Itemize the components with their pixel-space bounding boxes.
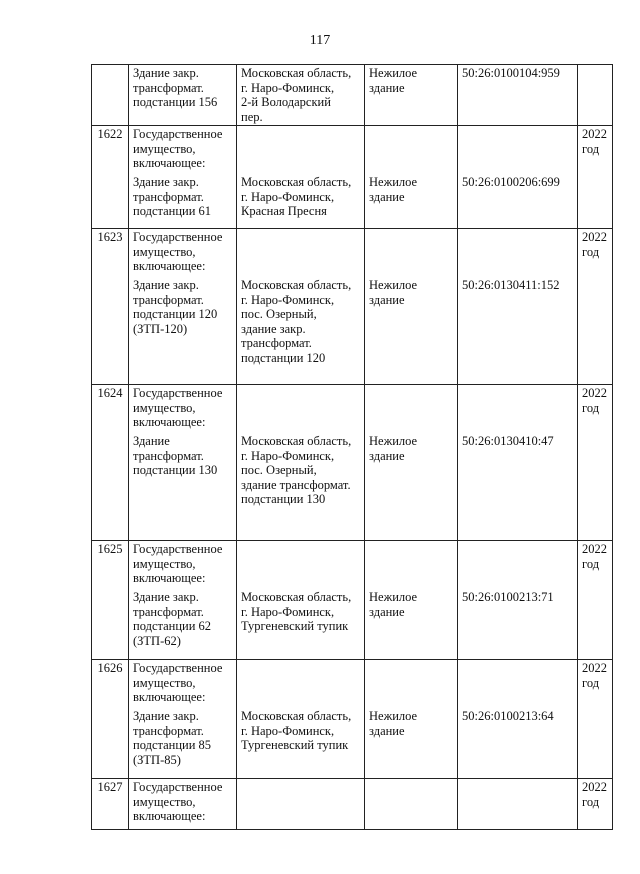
object-name-line: подстанции 62 [133, 619, 212, 633]
cell-name [129, 126, 237, 229]
cell-cadastral [458, 229, 578, 385]
group-label-line: имущество, [133, 794, 196, 809]
row-number: 1625 [92, 541, 129, 660]
address-line: подстанции 120 [241, 350, 326, 365]
spacer [462, 780, 573, 824]
year-line: 2022 [582, 230, 607, 244]
year-line: 2022 [582, 661, 607, 675]
cell-address [237, 65, 365, 126]
year-line: год [582, 141, 600, 156]
object-address [241, 709, 360, 777]
cell-name [129, 385, 237, 541]
table-row [92, 229, 613, 385]
spacer [241, 230, 360, 274]
address-line: Московская область, [241, 434, 352, 448]
spacer [241, 661, 360, 705]
object-name-line: трансформат. [133, 80, 204, 95]
address-line: Красная Пресня [241, 204, 327, 218]
address-line: г. Наро-Фоминск, [241, 80, 335, 95]
object-address [241, 278, 360, 383]
cadastral-number: 50:26:0100104:959 [462, 66, 560, 80]
cadastral-number: 50:26:0130410:47 [462, 434, 554, 448]
address-line: пос. Озерный, [241, 307, 317, 321]
group-label-line: имущество, [133, 400, 196, 415]
address-line: трансформат. [241, 336, 312, 350]
group-label [133, 230, 232, 274]
spacer [369, 127, 453, 171]
object-name-line: Здание закр. [133, 590, 199, 604]
object-name-line: Здание закр. [133, 278, 199, 292]
cell-name [129, 229, 237, 385]
object-name [133, 66, 232, 124]
type-line: Нежилое [369, 175, 418, 189]
type-line: здание [369, 604, 405, 619]
row-number: 1626 [92, 660, 129, 779]
type-line: здание [369, 723, 405, 738]
cell-address [237, 660, 365, 779]
cell-cadastral [458, 541, 578, 660]
group-label [133, 661, 232, 705]
object-name-line: трансформат. [133, 723, 204, 738]
cell-address [237, 229, 365, 385]
address-line: Московская область, [241, 66, 352, 80]
type-line: здание [369, 80, 405, 95]
table-row [92, 660, 613, 779]
object-name-line: Здание закр. [133, 175, 199, 189]
spacer [462, 127, 573, 171]
registration-year [578, 126, 613, 229]
object-type [369, 175, 453, 227]
object-type [369, 709, 453, 777]
object-name-line: трансформат. [133, 448, 204, 463]
row-number: 1627 [92, 779, 129, 830]
address-line: Московская область, [241, 175, 352, 189]
row-number: 1623 [92, 229, 129, 385]
cell-cadastral [458, 779, 578, 830]
address-line: пос. Озерный, [241, 463, 317, 477]
row-number: 1624 [92, 385, 129, 541]
cell-type [365, 660, 458, 779]
object-name-line: трансформат. [133, 292, 204, 307]
object-address [241, 434, 360, 539]
cell-address [237, 126, 365, 229]
cell-type [365, 229, 458, 385]
address-line: Московская область, [241, 590, 352, 604]
year-line: 2022 [582, 127, 607, 141]
spacer [241, 386, 360, 430]
registration-year [578, 541, 613, 660]
address-line: г. Наро-Фоминск, [241, 448, 335, 463]
group-label-line: Государственное [133, 780, 223, 794]
cadastral-number: 50:26:0100213:64 [462, 709, 554, 723]
table-row [92, 65, 613, 126]
object-name-line: подстанции 120 [133, 307, 218, 321]
year-line: 2022 [582, 386, 607, 400]
page-number: 117 [309, 33, 331, 48]
object-name-line: подстанции 156 [133, 95, 218, 109]
group-label-line: имущество, [133, 244, 196, 259]
address-line: Московская область, [241, 278, 352, 292]
spacer [241, 780, 360, 824]
year-line: год [582, 244, 600, 259]
cell-name [129, 541, 237, 660]
object-name-line: (ЗТП-62) [133, 633, 181, 648]
spacer [369, 661, 453, 705]
object-name-line: (ЗТП-85) [133, 752, 181, 767]
row-number [92, 65, 129, 126]
year-line: год [582, 556, 600, 571]
address-line: здание трансформат. [241, 477, 351, 492]
object-address [241, 175, 360, 227]
type-line: Нежилое [369, 278, 418, 292]
object-name [133, 434, 232, 539]
table-row [92, 385, 613, 541]
address-line: 2-й Володарский [241, 95, 331, 109]
cell-type [365, 126, 458, 229]
cell-type [365, 779, 458, 830]
cell-cadastral [458, 660, 578, 779]
group-label-line: включающее: [133, 809, 206, 823]
group-label-line: Государственное [133, 542, 223, 556]
object-address [241, 590, 360, 658]
object-name [133, 175, 232, 227]
object-name [133, 278, 232, 383]
object-name [133, 709, 232, 777]
type-line: здание [369, 448, 405, 463]
object-type [369, 434, 453, 539]
address-line: здание закр. [241, 321, 306, 336]
table-row [92, 779, 613, 830]
address-line: г. Наро-Фоминск, [241, 723, 335, 738]
object-type [369, 590, 453, 658]
object-type [369, 278, 453, 383]
address-line: Московская область, [241, 709, 352, 723]
registration-year [578, 65, 613, 126]
group-label-line: включающее: [133, 156, 206, 170]
spacer [369, 780, 453, 824]
table-row [92, 541, 613, 660]
spacer [462, 386, 573, 430]
type-line: здание [369, 292, 405, 307]
object-name-line: Здание [133, 434, 170, 448]
row-number: 1622 [92, 126, 129, 229]
address-line: подстанции 130 [241, 492, 326, 506]
cell-type [365, 65, 458, 126]
group-label-line: Государственное [133, 127, 223, 141]
address-line: г. Наро-Фоминск, [241, 604, 335, 619]
cell-type [365, 385, 458, 541]
type-line: Нежилое [369, 66, 418, 80]
object-name-line: Здание закр. [133, 66, 199, 80]
object-type [369, 66, 453, 124]
address-line: Тургеневский тупик [241, 619, 349, 633]
year-line: 2022 [582, 780, 607, 794]
group-label-line: включающее: [133, 415, 206, 429]
group-label-line: Государственное [133, 661, 223, 675]
object-name-line: трансформат. [133, 604, 204, 619]
spacer [462, 230, 573, 274]
cadastral-number: 50:26:0100206:699 [462, 175, 560, 189]
object-name-line: подстанции 85 [133, 738, 212, 752]
group-label [133, 127, 232, 171]
type-line: Нежилое [369, 709, 418, 723]
year-line: год [582, 675, 600, 690]
cell-name [129, 65, 237, 126]
type-line: Нежилое [369, 434, 418, 448]
object-name-line: Здание закр. [133, 709, 199, 723]
group-label [133, 386, 232, 430]
group-label-line: имущество, [133, 141, 196, 156]
object-name-line: подстанции 61 [133, 204, 212, 218]
spacer [369, 542, 453, 586]
object-name-line: подстанции 130 [133, 463, 218, 477]
registration-year [578, 229, 613, 385]
object-address [241, 66, 360, 124]
object-name [133, 590, 232, 658]
cell-address [237, 541, 365, 660]
cell-address [237, 385, 365, 541]
object-name-line: (ЗТП-120) [133, 321, 188, 336]
year-line: 2022 [582, 542, 607, 556]
group-label-line: включающее: [133, 259, 206, 273]
type-line: Нежилое [369, 590, 418, 604]
cell-type [365, 541, 458, 660]
registration-year [578, 779, 613, 830]
address-line: г. Наро-Фоминск, [241, 189, 335, 204]
spacer [369, 230, 453, 274]
property-registry-table [91, 64, 613, 830]
spacer [241, 542, 360, 586]
address-line: г. Наро-Фоминск, [241, 292, 335, 307]
cadastral-number: 50:26:0100213:71 [462, 590, 554, 604]
type-line: здание [369, 189, 405, 204]
year-line: год [582, 400, 600, 415]
spacer [462, 661, 573, 705]
group-label [133, 542, 232, 586]
group-label-line: Государственное [133, 386, 223, 400]
cell-name [129, 660, 237, 779]
table-row [92, 126, 613, 229]
registration-year [578, 660, 613, 779]
cell-cadastral [458, 65, 578, 126]
cell-cadastral [458, 385, 578, 541]
group-label [133, 780, 232, 824]
group-label-line: Государственное [133, 230, 223, 244]
cell-cadastral [458, 126, 578, 229]
address-line: Тургеневский тупик [241, 738, 349, 752]
group-label-line: имущество, [133, 556, 196, 571]
year-line: год [582, 794, 600, 809]
spacer [462, 542, 573, 586]
spacer [369, 386, 453, 430]
address-line: пер. [241, 109, 263, 124]
cell-address [237, 779, 365, 830]
group-label-line: включающее: [133, 690, 206, 704]
spacer [241, 127, 360, 171]
registry-body [92, 65, 613, 830]
object-name-line: трансформат. [133, 189, 204, 204]
cadastral-number: 50:26:0130411:152 [462, 278, 560, 292]
group-label-line: включающее: [133, 571, 206, 585]
registration-year [578, 385, 613, 541]
group-label-line: имущество, [133, 675, 196, 690]
cell-name [129, 779, 237, 830]
